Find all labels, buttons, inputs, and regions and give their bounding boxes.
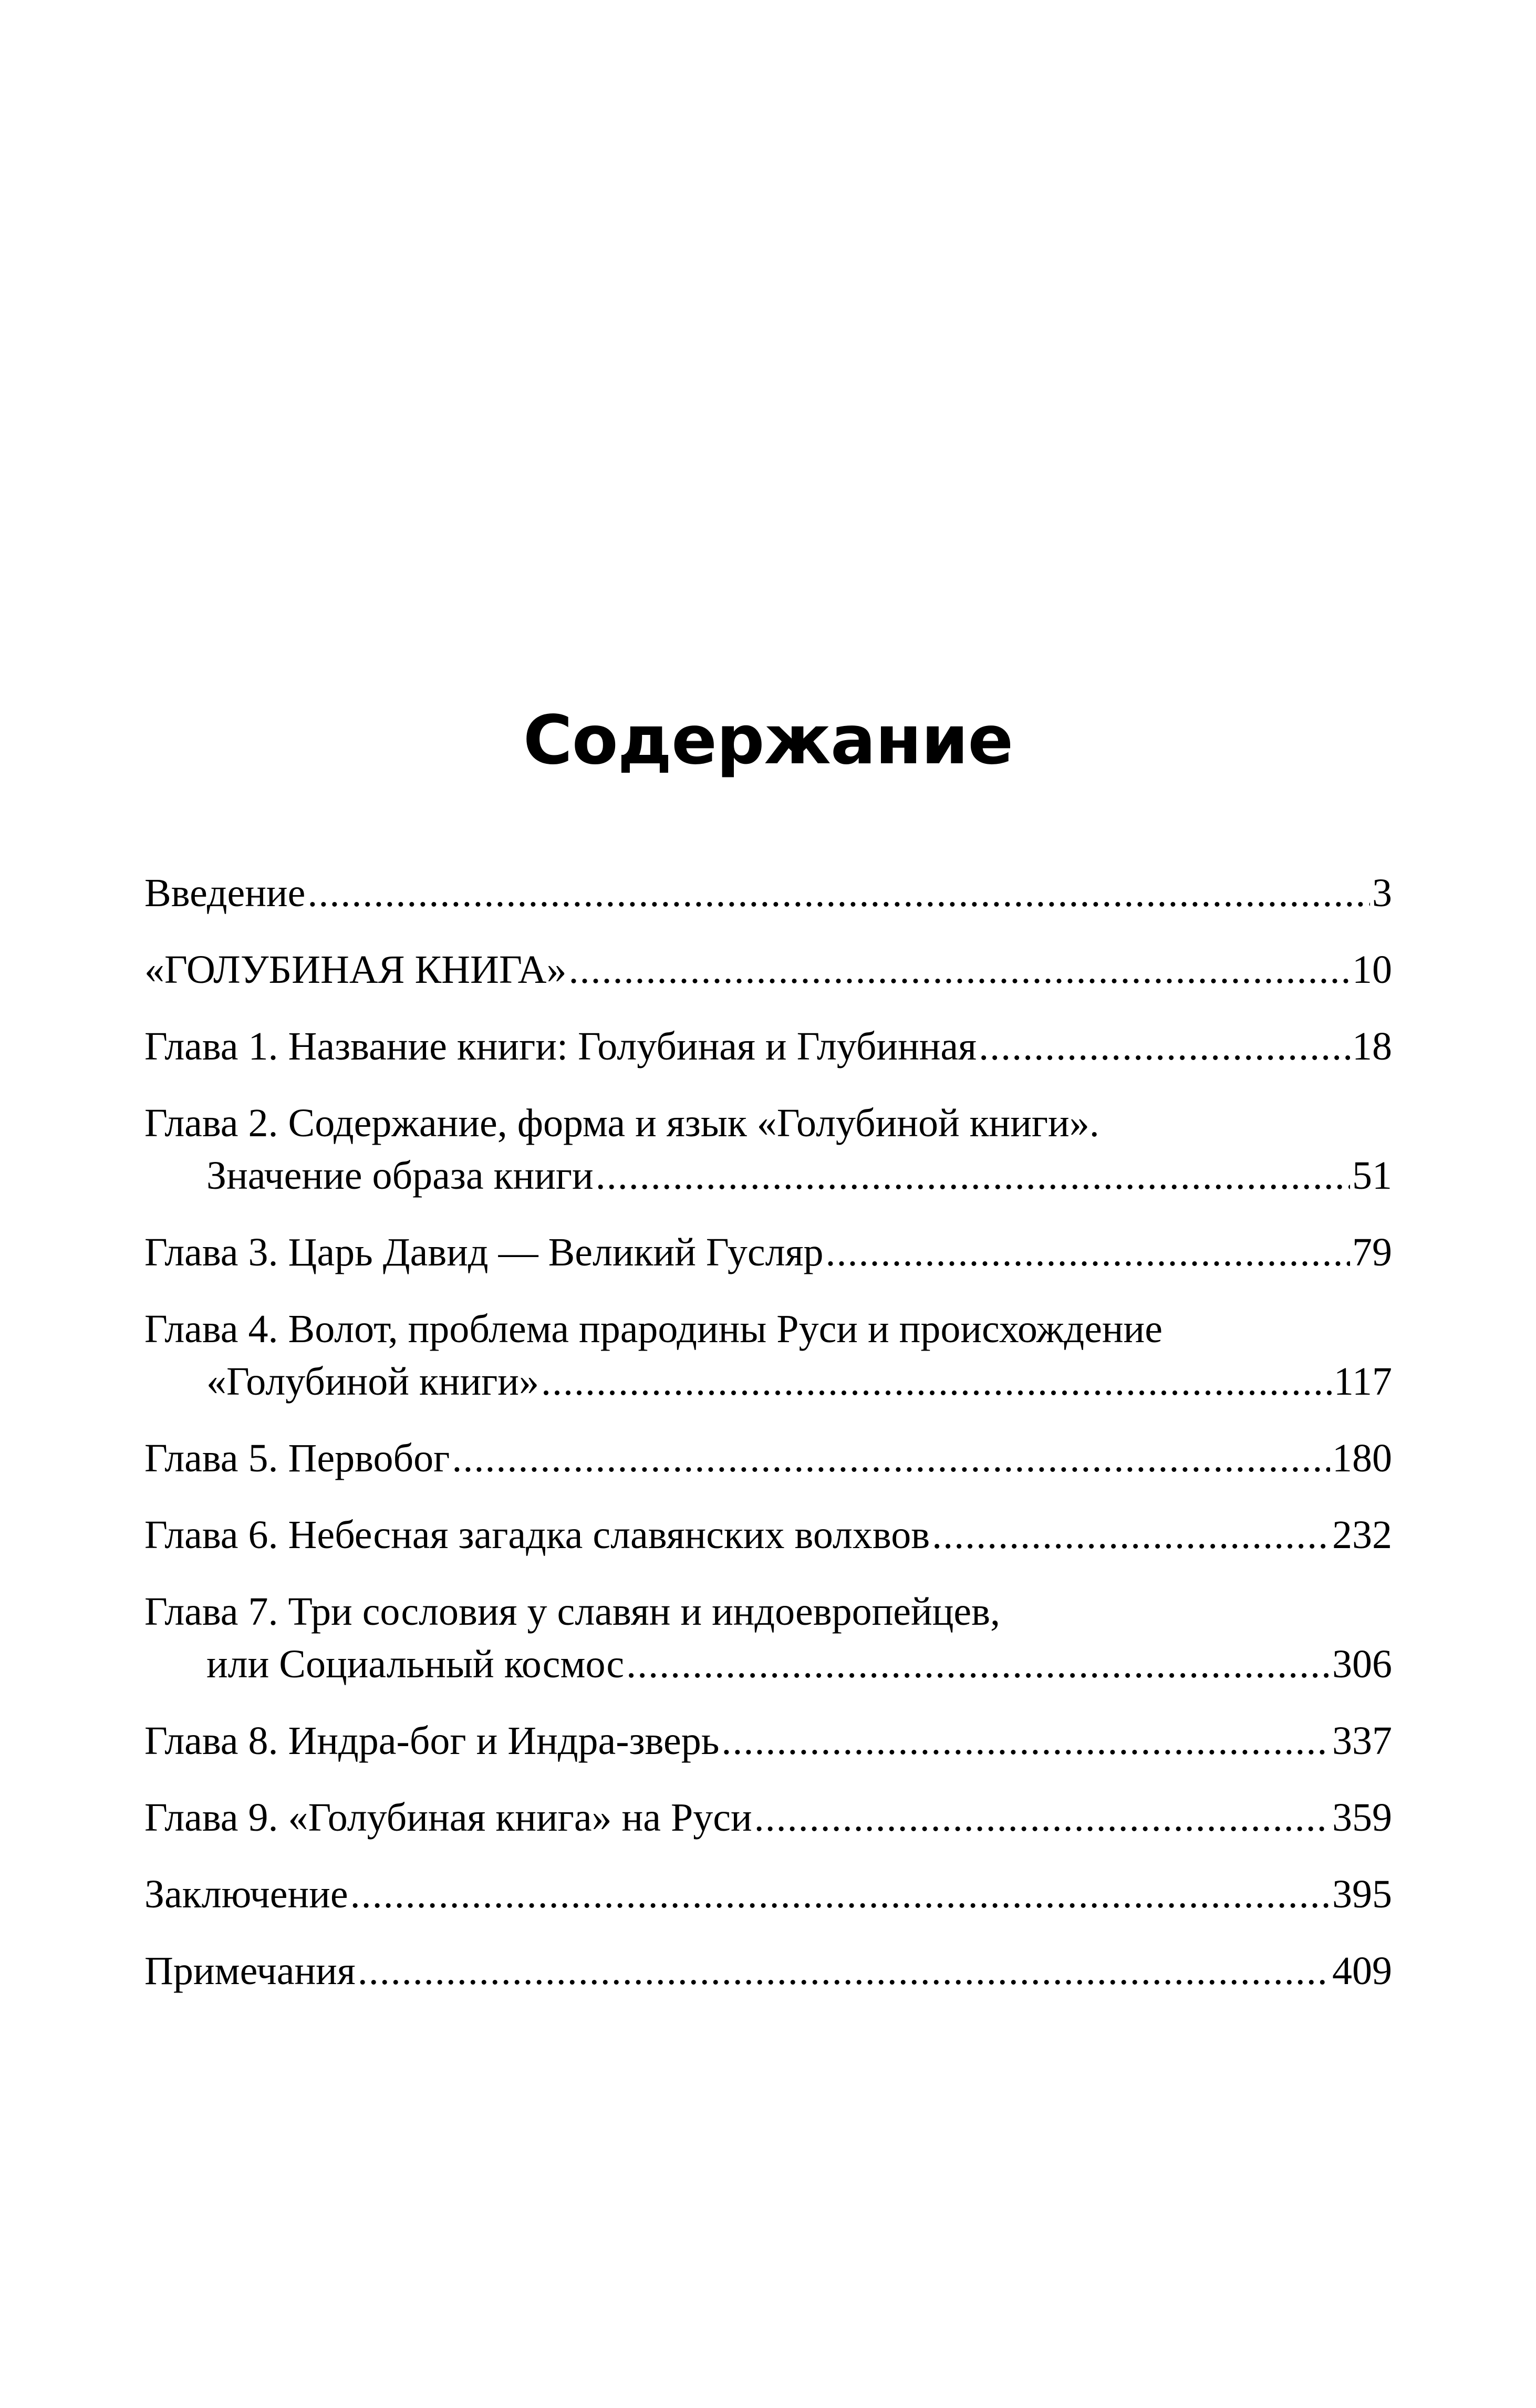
- toc-entry-label: Глава 6. Небесная загадка славянских волхвов: [144, 1513, 930, 1557]
- dot-leader: [541, 1355, 1332, 1408]
- toc-entry-label: Глава 9. «Голубиная книга» на Руси: [144, 1795, 752, 1840]
- toc-entry-page: 117: [1333, 1359, 1392, 1404]
- dot-leader: [452, 1432, 1330, 1485]
- toc-entry-chapter-6: [144, 1509, 1392, 1561]
- dot-leader: [932, 1509, 1330, 1561]
- toc-entry-chapter-2: [144, 1097, 1392, 1202]
- toc-entry-label: Примечания: [144, 1949, 356, 1993]
- toc-entry-page: 10: [1352, 948, 1392, 992]
- toc-entry-label: Глава 7. Три сословия у славян и индоевропейцев,: [144, 1590, 1000, 1634]
- toc-entry-page: 359: [1332, 1795, 1392, 1840]
- dot-leader: [358, 1945, 1330, 1997]
- toc-entry-page: 337: [1332, 1719, 1392, 1763]
- toc-entry-page: 18: [1352, 1024, 1392, 1068]
- toc-entry-golubinaya-kniga: [144, 943, 1392, 996]
- toc-entry-label-continued: или Социальный космос: [206, 1642, 625, 1686]
- toc-entry-chapter-4: [144, 1303, 1392, 1408]
- dot-leader: [754, 1791, 1330, 1844]
- toc-entry-chapter-5: [144, 1432, 1392, 1485]
- toc-entry-label: Глава 2. Содержание, форма и язык «Голубиной книги».: [144, 1101, 1099, 1145]
- dot-leader: [350, 1868, 1330, 1921]
- toc-entry-page: 395: [1332, 1872, 1392, 1916]
- toc-entry-chapter-8: [144, 1715, 1392, 1767]
- table-of-contents: [144, 867, 1392, 1997]
- toc-entry-label: «ГОЛУБИНАЯ КНИГА»: [144, 948, 567, 992]
- toc-entry-label: Заключение: [144, 1872, 348, 1916]
- dot-leader: [626, 1638, 1330, 1690]
- toc-entry-label-continued: Значение образа книги: [206, 1154, 594, 1198]
- toc-entry-conclusion: [144, 1868, 1392, 1921]
- toc-entry-label: Глава 3. Царь Давид — Великий Гусляр: [144, 1230, 824, 1274]
- toc-entry-page: 306: [1332, 1642, 1392, 1686]
- dot-leader: [826, 1226, 1350, 1279]
- toc-entry-page: 409: [1332, 1949, 1392, 1993]
- dot-leader: [596, 1149, 1350, 1202]
- toc-entry-page: 51: [1352, 1154, 1392, 1198]
- toc-entry-label: Глава 1. Название книги: Голубиная и Глубинная: [144, 1024, 977, 1068]
- toc-entry-notes: [144, 1945, 1392, 1997]
- toc-entry-label: Введение: [144, 871, 306, 915]
- dot-leader: [569, 943, 1351, 996]
- toc-entry-label: Глава 5. Первобог: [144, 1436, 450, 1480]
- toc-entry-chapter-9: [144, 1791, 1392, 1844]
- toc-entry-introduction: [144, 867, 1392, 919]
- toc-entry-chapter-7: [144, 1585, 1392, 1690]
- dot-leader: [721, 1715, 1330, 1767]
- toc-entry-chapter-1: [144, 1020, 1392, 1073]
- page-title: Содержание: [523, 701, 1013, 780]
- toc-entry-label: Глава 8. Индра-бог и Индра-зверь: [144, 1719, 720, 1763]
- dot-leader: [979, 1020, 1350, 1073]
- toc-entry-label: Глава 4. Волот, проблема прародины Руси и происхождение: [144, 1307, 1163, 1351]
- toc-entry-page: 79: [1352, 1230, 1392, 1274]
- dot-leader: [307, 867, 1370, 919]
- toc-entry-label-continued: «Голубиной книги»: [206, 1359, 539, 1404]
- toc-entry-page: 3: [1372, 871, 1392, 915]
- toc-entry-page: 180: [1332, 1436, 1392, 1480]
- toc-entry-page: 232: [1332, 1513, 1392, 1557]
- toc-entry-chapter-3: [144, 1226, 1392, 1279]
